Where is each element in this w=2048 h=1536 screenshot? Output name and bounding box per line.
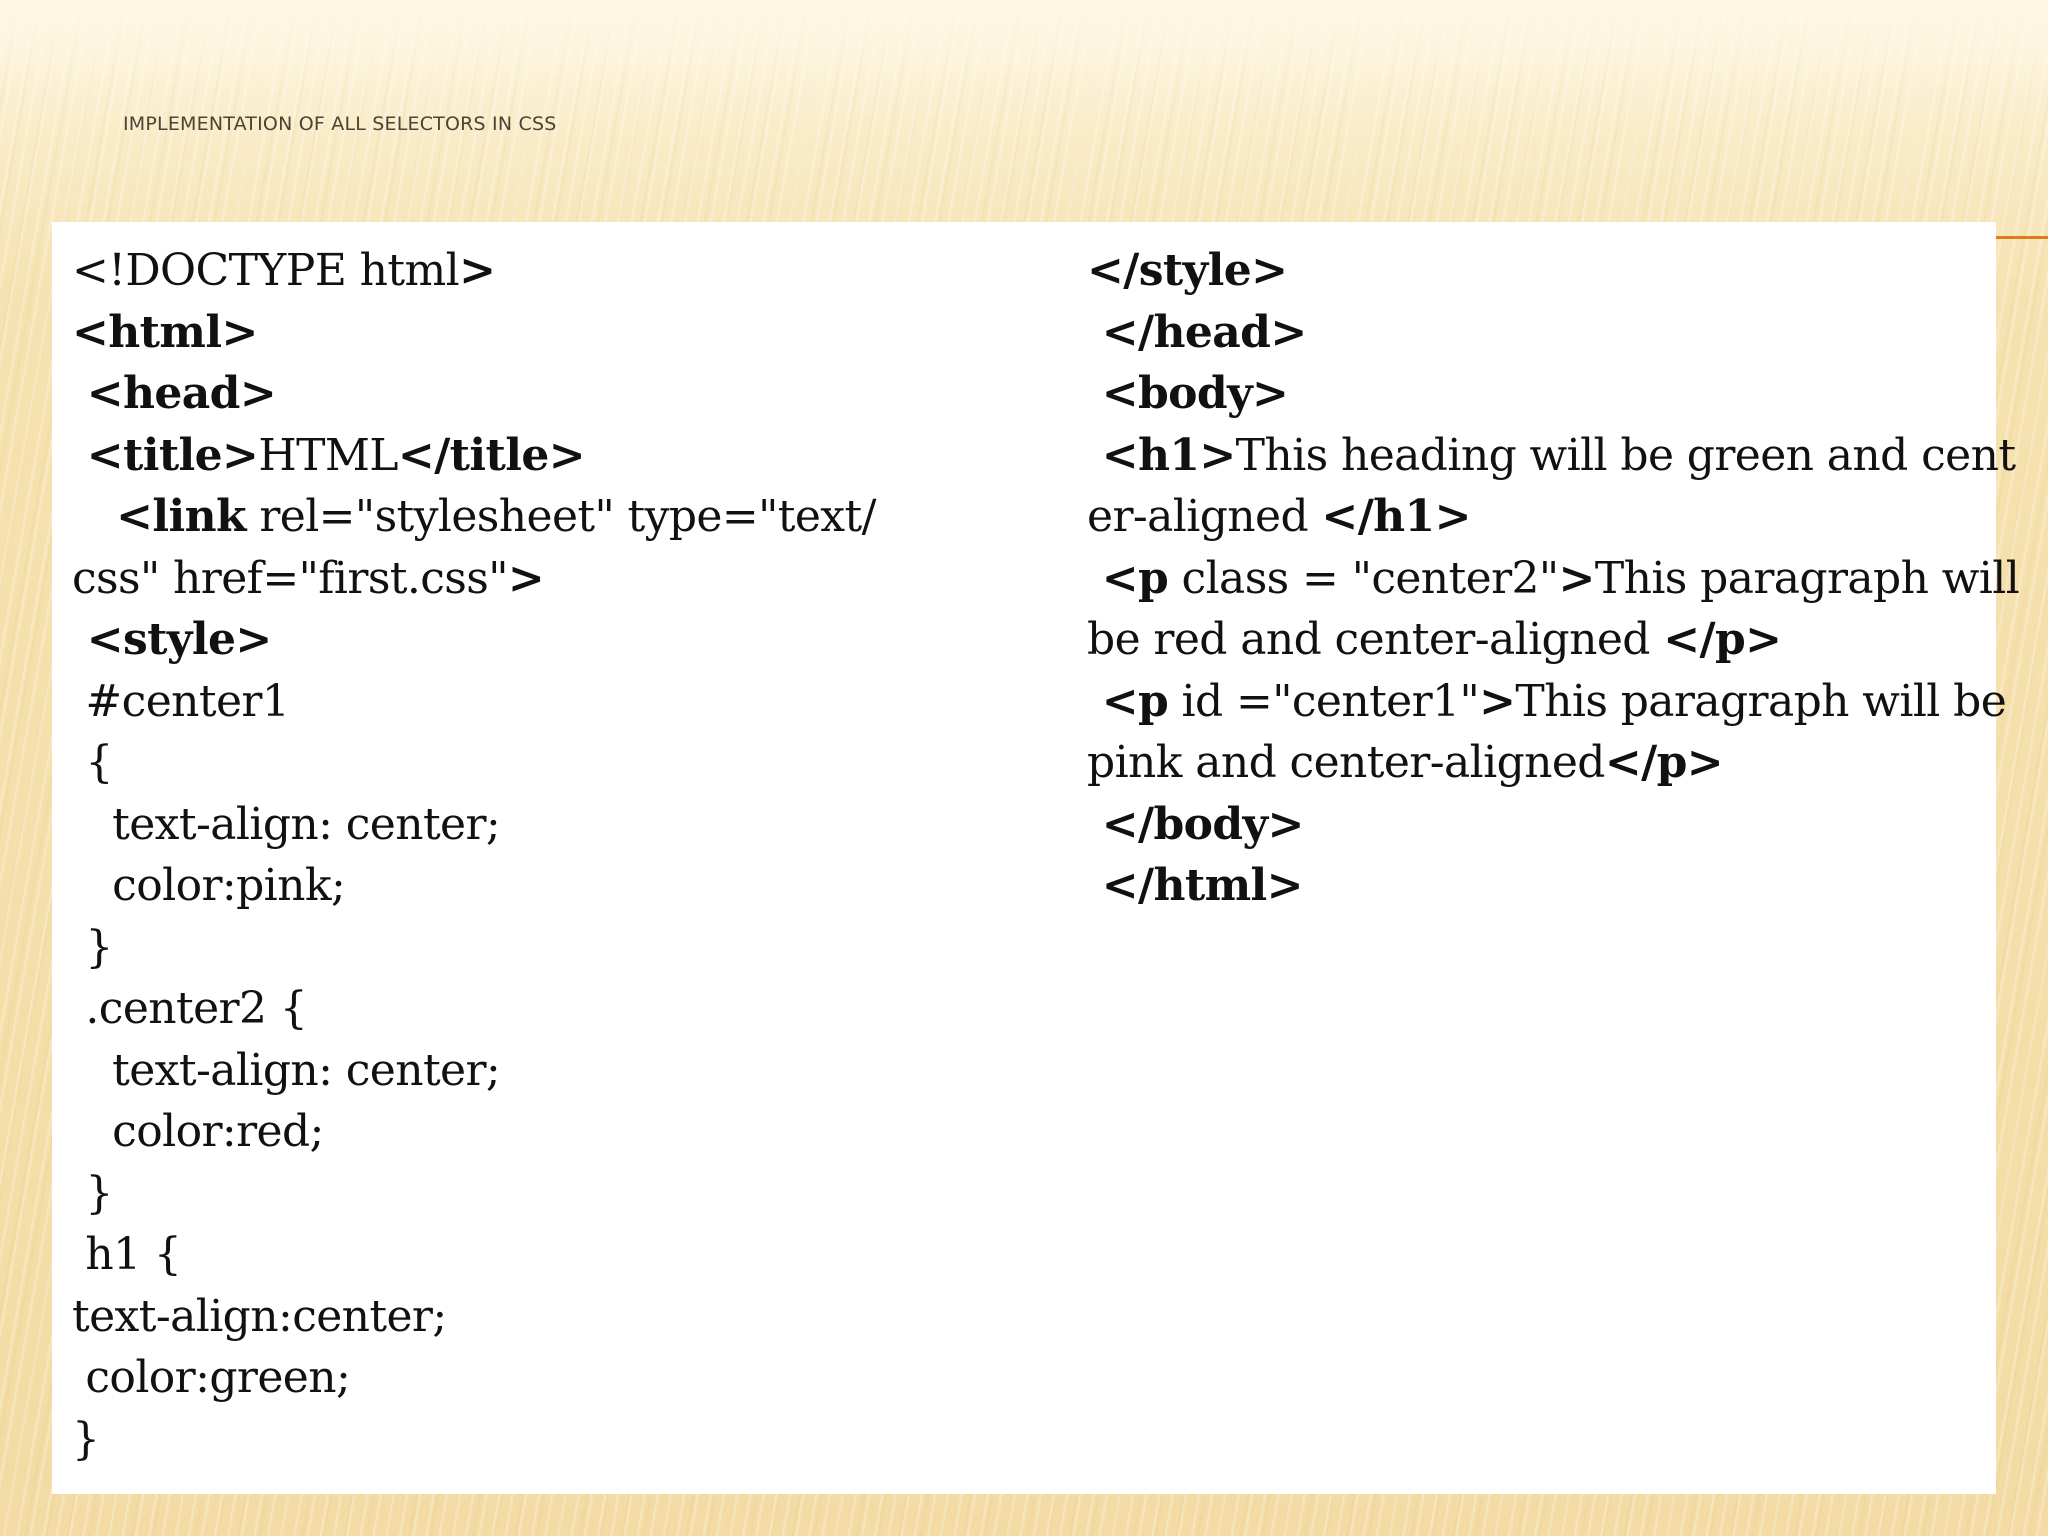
code-line — [1087, 732, 1987, 794]
code-line: } — [72, 921, 113, 973]
code-line — [1087, 486, 1987, 548]
code-text: be red and center-aligned — [1087, 614, 1664, 665]
code-line — [1087, 671, 2007, 733]
code-tag: > — [1479, 675, 1516, 727]
code-line — [1087, 609, 1987, 671]
code-line: } — [72, 1167, 113, 1219]
code-line — [72, 425, 1052, 487]
code-column-left — [72, 240, 1052, 1470]
code-column-right — [1087, 240, 2020, 917]
code-line: text-align:center; — [72, 1290, 447, 1342]
code-tag: > — [1558, 552, 1595, 604]
code-tag: </p> — [1604, 737, 1724, 788]
code-line: .center2 { — [72, 983, 308, 1034]
code-line — [1087, 425, 2016, 487]
code-line: } — [72, 1413, 100, 1465]
code-line: color:red; — [72, 1106, 324, 1157]
code-tag: <p — [1087, 675, 1169, 727]
code-line: </html> — [1087, 860, 1303, 911]
code-line: color:green; — [72, 1352, 351, 1403]
code-line: </style> — [1087, 245, 1288, 296]
code-text: HTML — [258, 429, 398, 481]
code-tag: <link — [72, 491, 246, 542]
code-content-box — [52, 222, 2020, 1494]
code-tag: </p> — [1663, 614, 1782, 665]
code-text: id ="center1" — [1168, 675, 1480, 727]
code-text: rel="stylesheet" type="text/ — [245, 491, 876, 542]
code-line — [72, 548, 1052, 610]
code-text: This paragraph will be — [1515, 675, 2007, 727]
code-text: This heading will be green and cent — [1235, 429, 2016, 481]
code-text: <!DOCTYPE html — [72, 245, 460, 296]
code-line — [72, 486, 1052, 548]
code-tag: <title> — [72, 429, 259, 481]
code-line: <style> — [72, 614, 272, 665]
code-line — [1087, 548, 2020, 610]
code-line: color:pink; — [72, 860, 346, 911]
code-tag: <p — [1087, 552, 1169, 604]
code-text: This paragraph will — [1594, 552, 2020, 604]
code-text: pink and center-aligned — [1087, 737, 1605, 788]
background-top-fade — [0, 0, 2048, 90]
code-line: h1 { — [72, 1229, 182, 1280]
code-line — [72, 240, 1052, 302]
code-line: #center1 — [72, 675, 290, 727]
code-text: css" href="first.css" — [72, 552, 508, 604]
accent-line — [1996, 236, 2048, 239]
code-text: er-aligned — [1087, 491, 1322, 542]
code-text: class = "center2" — [1168, 552, 1559, 604]
code-line: text-align: center; — [72, 1044, 501, 1096]
code-line: { — [72, 737, 113, 788]
code-tag: <h1> — [1087, 429, 1236, 481]
code-line: <head> — [72, 368, 277, 419]
slide-title: IMPLEMENTATION OF ALL SELECTORS IN CSS — [123, 113, 557, 135]
code-tag: </h1> — [1321, 491, 1471, 542]
code-line: </head> — [1087, 306, 1307, 358]
code-line: text-align: center; — [72, 798, 501, 850]
code-line: <html> — [72, 306, 258, 358]
code-tag: > — [459, 245, 496, 296]
code-tag: > — [507, 552, 545, 604]
code-line: <body> — [1087, 368, 1289, 419]
code-tag: </title> — [397, 429, 585, 481]
code-line: </body> — [1087, 798, 1304, 850]
